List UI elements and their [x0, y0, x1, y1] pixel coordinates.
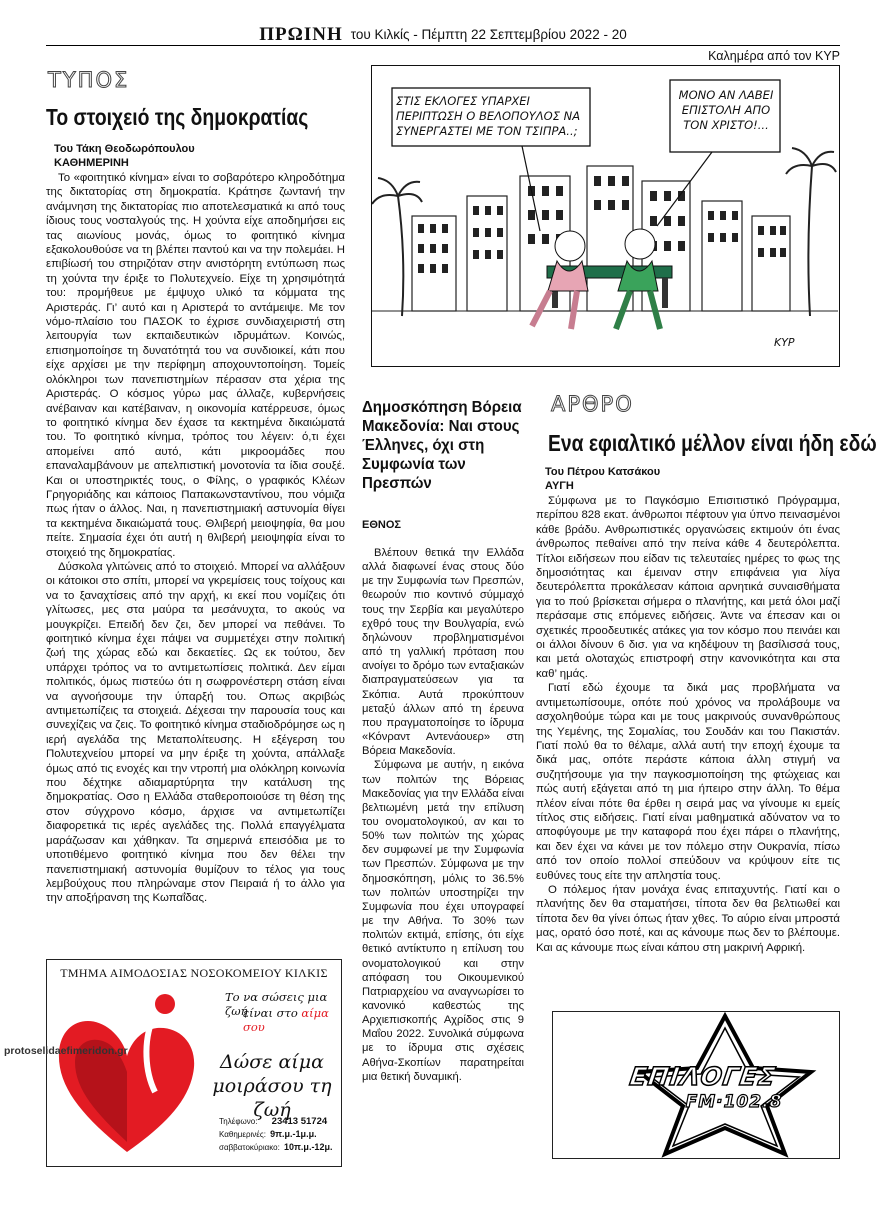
poll-body: [362, 546, 524, 1084]
radio-name: ΕΠΙΛΟΓΕΣ: [627, 1062, 779, 1091]
section-label-article: ΑΡΘΡΟ: [551, 392, 634, 416]
masthead: [46, 24, 840, 46]
watermark: protoselidaefimeridon.gr: [4, 1045, 128, 1057]
cartoon-greeting: Καλημέρα από τον ΚΥΡ: [708, 49, 840, 63]
press-body: [46, 171, 345, 906]
blood-ad-line-1: Το να σώσεις μια ζωή: [225, 990, 328, 1018]
blood-ad-line-2: [243, 1006, 341, 1034]
weekdays-hours: 9π.μ.-1μ.μ.: [270, 1129, 317, 1139]
blood-ad-line-2-text: είναι στο: [243, 1006, 298, 1020]
press-paragraph-2: Δύσκολα γλιτώνεις από το στοιχειό. Μπορεί να αλλάξουν οι κάτοικοι στο σπίτι, μπορεί να γκρεμίσεις τους τοίχους και να το ξαναχτίσεις από την αρχή, κι εκεί που νομίζεις ότι γλίτωσες, μες στα μαύρα τα μεσάνυχτα, το ακούς να μουγκρίζει. Επειδή δεν ζει, δεν μπορεί να πεθάνει. Το φοιτητικό κίνημα έχει πάψει να συμμετέχει στην πολιτική ζωή της χώρας εδώ και δεκαετίες. Ως εκ τούτου, δεν υπάρχει τρόπος να το αντιμετωπίσεις πολιτικά. Δεν είμαι πολιτικός, όμως πιστεύω ότι η σωφρονέστερη στάση είναι να αγνοήσουμε την ύπαρξή του. Οπως ακριβώς αντιμετωπίζεις τα στοιχειά. Δέχεσαι την παρουσία τους και συνεχίζεις να ζεις. Το φοιτητικό κίνημα σταδιοδρόμησε ως η ιερή αγελάδα της Μεταπολίτευσης. Η εξέγερση του Πολυτεχνείου μπορεί να μην έριξε τη χούντα, απάλλαξε όμως από τις ενοχές και την ντροπή μια ολόκληρη κοινωνία που δέχτηκε αδιαμαρτύρητα την κατάλυση της δημοκρατίας. Οσο η Ελλάδα σταθεροποιούσε τη θέση της στον σύγχρονο κόσμο, άρχισε να αντιμετωπίζει διαφορετικά τις ιερές αγελάδες της. Πολλά επαγγέλματα μαράζωσαν και χάθηκαν. Τα σημερινά επεισόδια με το υποτιθέμενο φοιτητικό κίνημα που δεν θέλει την πανεπιστημιακή αστυνομία θυμίζουν το τέλος για τους λεμβούχους που πληρώναμε στον Πειραιά ή το άλλο για την αποξήρανση της Κωπαΐδας.: [46, 560, 345, 905]
weekdays-label: Καθημερινές:: [219, 1130, 266, 1139]
poll-paragraph-1: Βλέπουν θετικά την Ελλάδα αλλά διαφωνεί ένας στους δύο με την Συμφωνία των Πρεσπών, θεωρούν πιο κοντινό σύμμαχό τους την Σερβία και μεγαλύτερο εχθρό τους την Βουλγαρία, ενώ δηλώνουν προβληματισμένοι από τη γαλλική πρόταση που ανοίγει το δρόμο των ενταξιακών διαπραγματεύσεων για τα Σκόπια. Αυτά προκύπτουν μεταξύ άλλων από τη έρευνα που πραγματοποίησε το ίδρυμα «Κόνραντ Αντενάουερ» στη Βόρεια Μακεδονία.: [362, 547, 524, 758]
phone-label: Τηλέφωνο:: [219, 1117, 258, 1126]
cartoon: [371, 65, 840, 367]
radio-frequency: FM·102.8: [685, 1092, 783, 1112]
phone-number: 23413 51724: [271, 1116, 328, 1127]
cartoon-bubble-left: ΣΤΙΣ ΕΚΛΟΓΕΣ ΥΠΑΡΧΕΙ ΠΕΡΙΠΤΩΣΗ Ο ΒΕΛΟΠΟΥΛΟΣ ΝΑ ΣΥΝΕΡΓΑΣΤΕΙ ΜΕ ΤΟΝ ΤΣΙΠΡΑ..;: [396, 94, 581, 138]
blood-ad-slogan: [205, 1050, 339, 1122]
blood-ad-slogan-2: μοιράσου τη ζωή: [212, 1075, 332, 1121]
article-paragraph-3: Ο πόλεμος ήταν μονάχα ένας επιταχυντής. Γιατί και ο πλανήτης δεν θα σταματήσει, τίποτα δεν θα βελτιωθεί και τίποτα δεν θα γίνει όπως ήταν χθες. Το αύριο είναι μπροστά μας, ορατό όσο ποτέ, και ας κάνουμε πως δεν το βλέπουμε. Και ας κάνουμε πως είναι κάπου στη μακρινή Αφρική.: [536, 883, 840, 954]
cartoon-bubble-right: ΜΟΝΟ ΑΝ ΛΑΒΕΙ ΕΠΙΣΤΟΛΗ ΑΠΟ ΤΟΝ ΧΡΙΣΤΟ!...: [678, 88, 774, 132]
blood-donation-ad: [46, 959, 342, 1167]
press-headline: Το στοιχειό της δημοκρατίας: [46, 104, 309, 130]
press-paragraph-1: Το «φοιτητικό κίνημα» είναι το σοβαρότερο κληροδότημα της δικτατορίας στη δημοκρατία. Κράτησε ζωντανή την ανάμνηση της δικτατορίας πιο αποτελεσματικά κι από τους ίδιους τους νοσταλγούς της. Η χούντα είχε αποδημήσει εις τας αιωνίους μονάς, όμως το φοιτητικό κίνημα εξακολουθούσε να τη βλέπει παντού και να την πολεμάει. Η επιβίωσή του στηριζόταν στην ανιστόρητη εντύπωση πως τη χούντα την έριξε το Πολυτεχνείο. Είχε τη χρησιμότητά του: προμήθευε με έμψυχο υλικό τα κόμματα της Αριστεράς. Γι’ αυτό και η Αριστερά το αντάμειψε. Με τον νόμο-πλαίσιο του ΠΑΣΟΚ το έχρισε συνδιαχειριστή στη λειτουργία των εκπαιδευτικών ιδρυμάτων. Κοινώς, επισημοποίησε τη δυνατότητά του να συνδιοικεί, κάτι που είχε αρχίσει με την περίφημη αποχουντοποίηση. Τομείς ολόκληροι των πανεπιστημίων πέρασαν στα χέρια της Αριστεράς. Ο κόσμος γύρω μας άλλαζε, κυβερνήσεις ανέβαιναν και κατέβαιναν, η οικονομία κατέρρευσε, όμως το φοιτητικό κίνημα δεν έχασε τα κεκτημένα δικαιώματά του. Το φοιτητικό κίνημα, τρόπος του λέγειν: ό,τι έχει απομείνει από αυτό, κάτι μικροομάδες που επαναλαμβάνουν με απελπιστική μονοτονία τα ίδια σουξέ. Και οι υποστηρικτές τους, ο Φίλης, ο γραφικός Κλέων Γρηγοριάδης και κάποιος Παπακωνσταντίνου, που νόμιζα πως ήταν ο άλλος. Ναι, η πανεπιστημιακή αστυνομία θίγει τα κεκτημένα δικαιώματά τους. Θλιβερή μειοψηφία, θα μου πείτε. Σημασία έχει ότι αυτή η θλιβερή μειοψηφία είναι το στοιχειό της δημοκρατίας.: [46, 172, 345, 559]
poll-headline: Δημοσκόπηση Βόρεια Μακεδονία: Ναι στους Έλληνες, όχι στη Συμφωνία των Πρεσπών: [362, 399, 522, 492]
article-paragraph-1: Σύμφωνα με το Παγκόσμιο Επισιτιστικό Πρόγραμμα, περίπου 828 εκατ. άνθρωποι πέφτουν για ύπνο πεινασμένοι κάθε βράδυ. Ανθρωπιστικές οργανώσεις εκτιμούν ότι ένας άνθρωπος πεθαίνει από την πείνα κάθε 4 δευτερόλεπτα. Τίτλοι ειδήσεων που είδαν τις τελευταίες ημέρες το φως της δημοσιότητας και έμειναν στην επιφάνεια για λίγα δευτερόλεπτα προκάλεσαν κάποια αρνητικά συναισθήματα για το πού βρίσκεται σήμερα ο πλανήτης, και μετά όλοι μαζί περάσαμε στις επόμενες ειδήσεις. Άντε να έπεσαν και οι σχετικές προοδευτικές ατάκες για τον κόσμο που πεινάει και οι άλλοι δίνουν 6 δισ. για να κηδέψουν τη βασίλισσά τους, και μετά ολοταχώς επιστροφή στην κανονικότητα και στα καθ’ ημάς.: [536, 495, 840, 680]
heart-figure-icon: [53, 982, 203, 1162]
saturday-label: σαββατοκύριακο:: [219, 1143, 280, 1152]
poll-source: ΕΘΝΟΣ: [362, 519, 401, 531]
saturday-hours: 10π.μ.-12μ.: [284, 1142, 333, 1152]
radio-ad: [552, 1011, 840, 1159]
section-label-press: ΤΥΠΟΣ: [48, 68, 130, 92]
article-source: ΑΥΓΗ: [545, 480, 574, 492]
article-headline: Ενα εφιαλτικό μέλλον είναι ήδη εδώ: [548, 430, 877, 456]
blood-ad-line-2-red: αίμα σου: [243, 1006, 329, 1034]
blood-ad-slogan-1: Δώσε αίμα: [220, 1051, 324, 1073]
cartoonist-signature: ΚΥΡ: [774, 336, 795, 349]
article-author: Του Πέτρου Κατσάκου: [545, 466, 661, 478]
article-paragraph-2: Γιατί εδώ έχουμε τα δικά μας προβλήματα να αντιμετωπίσουμε, οπότε πού χρόνος να προλάβουμε να ασχοληθούμε τώρα και με τους μακρινούς συνανθρώπους της Υεμένης, της Σομαλίας, του Σουδάν και του Πακιστάν. Γιατί πολύ θα το θέλαμε, αλλά αυτή την εποχή έχουμε τα δικά μας, οπότε περάστε κάποια άλλη στιγμή να συζητήσουμε για την παγκοσμιοποίηση της φτώχειας και πώς αυτή εξάγεται από τη μια ήπειρο στην άλλη. Το θέμα πλέον είναι πότε θα έρθει η σειρά μας να γίνουμε κι εμείς τίτλος στις ειδήσεις. Γιατί είναι μαθηματικά αδύνατον να το αποφύγουμε με την καταφορά που έχει πάρει ο πλανήτης, και δεν έχει να κάνει με τον πόλεμο στην Ουκρανία, πίσω από τον οποίο πολλοί σπεύδουν να κρύψουν είτε τις ευθύνες τους είτε την απληστία τους.: [536, 682, 840, 882]
poll-paragraph-2: Σύμφωνα με αυτήν, η εικόνα των πολιτών της Βόρειας Μακεδονίας για την Ελλάδα είναι βελτιωμένη μετά την επίλυση του ονοματολογικού, αν και το 50% των πολιτών της χώρας δεν συμφωνεί με την Συμφωνία των Πρεσπών. Σύμφωνα με την δημοσκόπηση, μόλις το 36.5% των πολιτών υποστηρίζει την Συμφωνία που έχει υπογραφεί με την Αθήνα. Το 30% των πολιτών εκτιμά, επίσης, ότι είχε θετικό αντίκτυπο η επίλυση του ονοματολογικού και στην απόφαση του Οικουμενικού Πατριαρχείου να αναγνωρίσει το κανονικό καθεστώς της Αρχιεπισκοπής Αχρίδος στις 9 Μαΐου 2022. Συνολικά σύμφωνα με το ίδρυμα στις σχέσεις Αθήνα-Σκοπίων παρατηρείται μια θετική δυναμική.: [362, 759, 524, 1083]
press-source: ΚΑΘΗΜΕΡΙΝΗ: [54, 157, 129, 169]
blood-ad-header: ΤΜΗΜΑ ΑΙΜΟΔΟΣΙΑΣ ΝΟΣΟΚΟΜΕΙΟΥ ΚΙΛΚΙΣ: [60, 966, 328, 980]
press-author: Του Τάκη Θεοδωρόπουλου: [54, 143, 195, 155]
newspaper-name: ΠΡΩΙΝΗ: [259, 23, 343, 45]
article-body: [536, 494, 840, 955]
issue-date: του Κιλκίς - Πέμπτη 22 Σεπτεμβρίου 2022 - 20: [350, 27, 627, 42]
blood-ad-contacts: [219, 1115, 332, 1154]
